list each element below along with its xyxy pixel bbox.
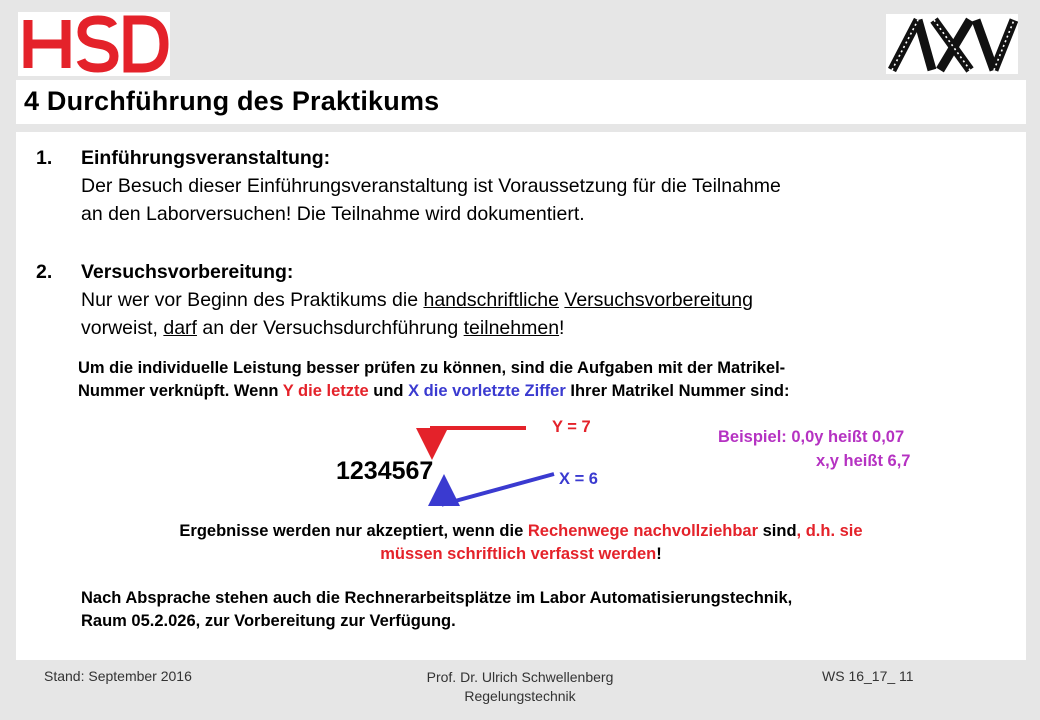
example-matrikel-number: 1234567: [336, 457, 434, 485]
footer-author: [360, 668, 680, 706]
footer-page: WS 16_17_ 11: [822, 668, 914, 684]
text-segment: Ergebnisse werden nur akzeptiert, wenn die: [179, 522, 528, 540]
text-segment: !: [559, 317, 565, 339]
hsd-logo: [18, 12, 170, 76]
absprache-paragraph: [81, 587, 792, 633]
item-heading: Einführungsveranstaltung:: [81, 147, 331, 169]
highlight-red: , d.h. sie: [796, 522, 863, 540]
text-segment: !: [656, 545, 662, 563]
axv-logo: [886, 14, 1018, 74]
text-segment: an der Versuchsdurchführung: [196, 317, 464, 339]
item-heading: Versuchsvorbereitung:: [81, 261, 294, 283]
beispiel-line-1: Beispiel: 0,0y heißt 0,07: [718, 428, 905, 446]
text-segment: vorweist,: [81, 317, 164, 339]
text-segment: Ihrer Matrikel Nummer sind:: [565, 382, 790, 400]
highlight-y: Y die letzte: [282, 382, 369, 400]
highlight-red: Rechenwege nachvollziehbar: [527, 522, 759, 540]
content-area: [16, 132, 1026, 660]
axv-logo-graphic: [886, 14, 1018, 74]
y-label: Y = 7: [552, 418, 591, 436]
text-segment: sind: [758, 522, 797, 540]
para-line: Um die individuelle Leistung besser prüfen zu können, sind die Aufgaben mit der Matrikel-: [78, 359, 786, 377]
digit-arrows: [16, 132, 1026, 660]
item-line: Der Besuch dieser Einführungsveranstaltung ist Voraussetzung für die Teilnahme: [81, 175, 781, 197]
text-segment: Nummer verknüpft. Wenn: [78, 382, 283, 400]
x-label: X = 6: [559, 470, 598, 488]
ergebnisse-paragraph: [16, 520, 1026, 566]
footer-date: Stand: September 2016: [44, 668, 192, 684]
underlined-text: Versuchsvorbereitung: [564, 289, 754, 311]
highlight-red: müssen schriftlich verfasst werden: [380, 545, 657, 563]
footer-course: Regelungstechnik: [464, 688, 576, 704]
highlight-x: X die vorletzte Ziffer: [408, 382, 566, 400]
underlined-text: handschriftliche: [423, 289, 559, 311]
beispiel-line-2: x,y heißt 6,7: [816, 452, 911, 470]
y-arrow: [432, 428, 526, 448]
x-arrow: [444, 474, 554, 504]
para-line: [16, 543, 1026, 566]
slide-title: 4 Durchführung des Praktikums: [24, 86, 440, 116]
item-number: 1.: [36, 147, 53, 169]
item-number: 2.: [36, 261, 53, 283]
hsd-logo-graphic: [18, 12, 170, 76]
para-line: Nach Absprache stehen auch die Rechnerarbeitsplätze im Labor Automatisierungstechnik,: [81, 589, 793, 607]
underlined-text: darf: [163, 317, 197, 339]
underlined-text: teilnehmen: [463, 317, 560, 339]
para-line: [16, 520, 1026, 543]
item-line: an den Laborversuchen! Die Teilnahme wird dokumentiert.: [81, 203, 585, 225]
text-segment: Nur wer vor Beginn des Praktikums die: [81, 289, 424, 311]
para-line: Raum 05.2.026, zur Vorbereitung zur Verfügung.: [81, 612, 456, 630]
footer-author-name: Prof. Dr. Ulrich Schwellenberg: [426, 669, 614, 685]
title-bar: [16, 80, 1026, 124]
text-segment: und: [368, 382, 409, 400]
